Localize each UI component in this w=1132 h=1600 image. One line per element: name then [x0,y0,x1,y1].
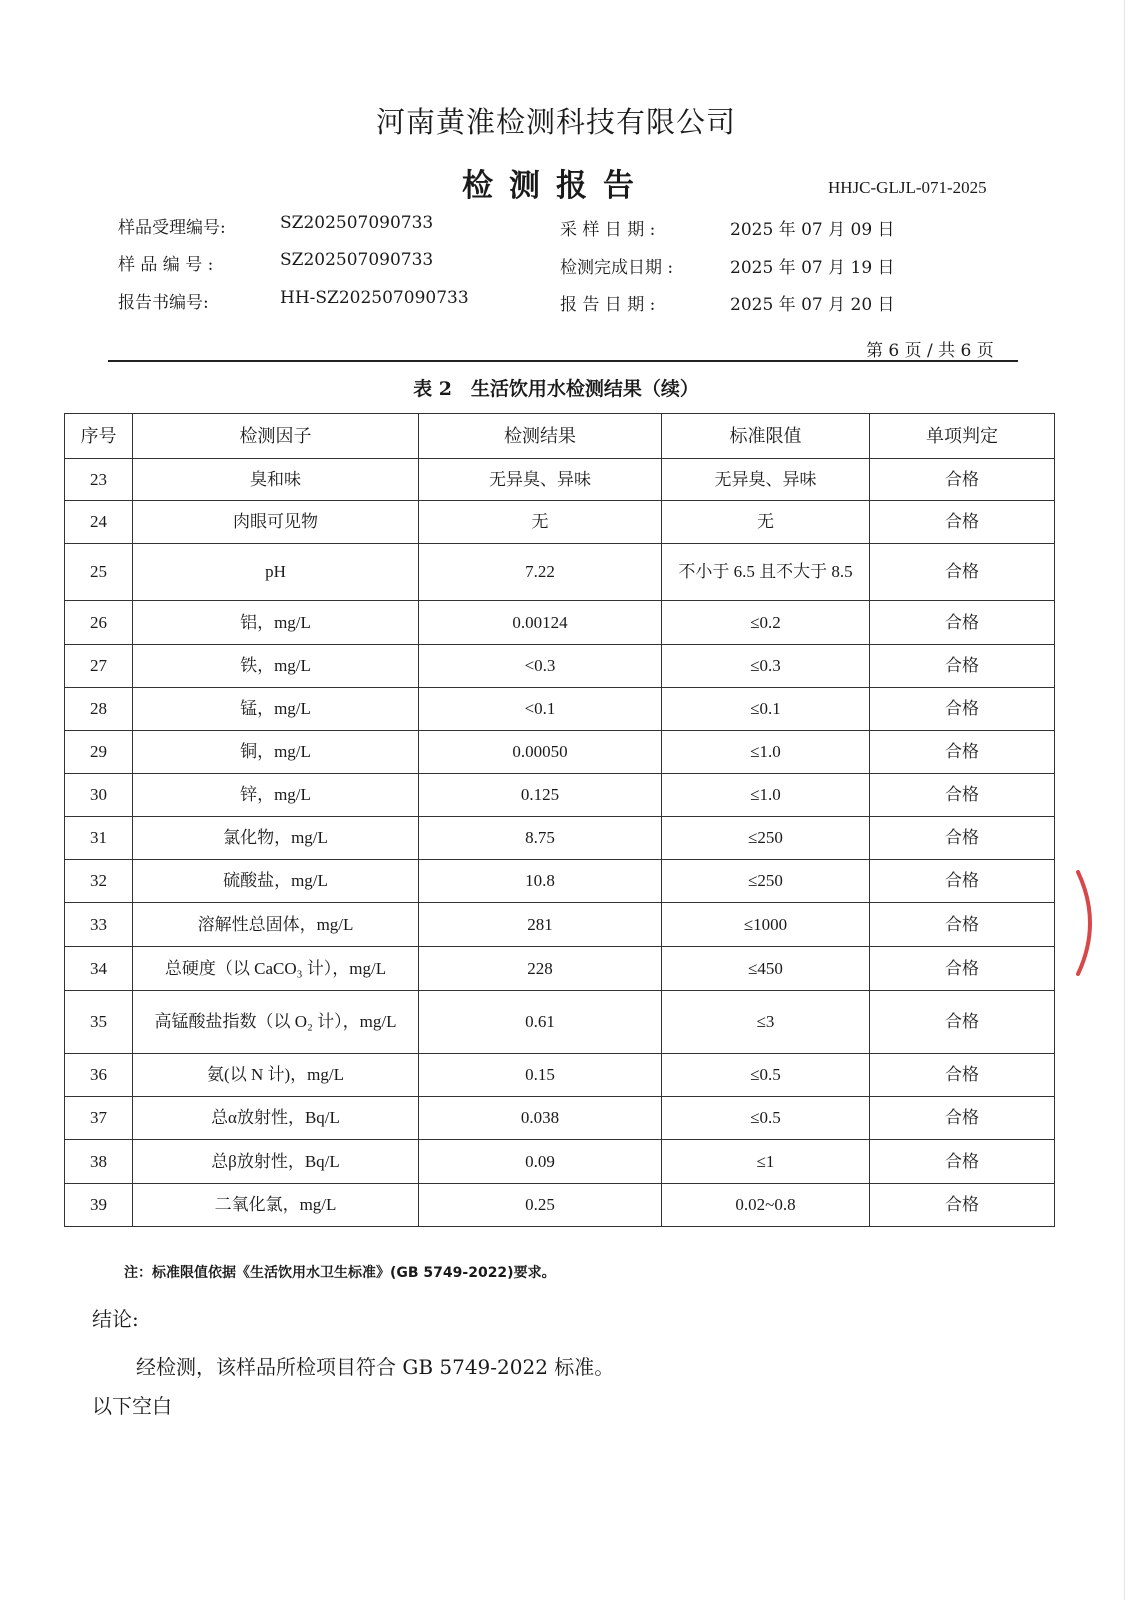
table-row [65,645,1055,688]
cell-limit: ≤0.1 [662,688,870,731]
cell-no: 24 [65,501,133,544]
header-item: 检测因子 [133,414,419,459]
cell-result: <0.1 [419,688,662,731]
table-row [65,1184,1055,1227]
report-date-label: 报 告 日 期 : [560,295,656,315]
accept-no-label: 样品受理编号: [118,218,226,238]
cell-verdict: 合格 [870,947,1055,991]
cell-result: 7.22 [419,544,662,601]
cell-limit: ≤1 [662,1140,870,1184]
cell-result: 0.00124 [419,601,662,645]
cell-limit: 0.02~0.8 [662,1184,870,1227]
report-no-label: 报告书编号: [118,293,209,313]
cell-result: 0.00050 [419,731,662,774]
cell-limit: 无 [662,501,870,544]
cell-result: 0.125 [419,774,662,817]
cell-no: 31 [65,817,133,860]
complete-date: 2025 年 07 月 19 日 [730,258,895,278]
cell-limit: 无异臭、异味 [662,459,870,501]
cell-verdict: 合格 [870,731,1055,774]
sampling-date-label: 采 样 日 期 : [560,220,656,240]
cell-item: 臭和味 [133,459,419,501]
cell-result: 0.15 [419,1054,662,1097]
cell-limit: 不小于 6.5 且不大于 8.5 [662,544,870,601]
cell-result: 0.038 [419,1097,662,1140]
cell-no: 27 [65,645,133,688]
header-verdict: 单项判定 [870,414,1055,459]
seal-stamp-fragment [1072,868,1102,978]
table-row [65,1097,1055,1140]
cell-result: 无异臭、异味 [419,459,662,501]
cell-limit: ≤1.0 [662,731,870,774]
cell-limit: ≤0.5 [662,1097,870,1140]
cell-result: 0.61 [419,991,662,1054]
table-row [65,947,1055,991]
cell-no: 26 [65,601,133,645]
cell-result: 10.8 [419,860,662,903]
header-limit: 标准限值 [662,414,870,459]
cell-limit: ≤450 [662,947,870,991]
cell-item: 高锰酸盐指数（以 O₂ 计），mg/L [133,991,419,1054]
cell-result: 8.75 [419,817,662,860]
page-edge [1124,0,1125,1600]
cell-item: 硫酸盐，mg/L [133,860,419,903]
results-table [64,413,1055,1227]
cell-verdict: 合格 [870,817,1055,860]
cell-result: 0.09 [419,1140,662,1184]
cell-verdict: 合格 [870,1054,1055,1097]
blank-below-note: 以下空白 [92,1394,172,1418]
cell-limit: ≤0.5 [662,1054,870,1097]
cell-result: 228 [419,947,662,991]
cell-no: 35 [65,991,133,1054]
cell-limit: ≤3 [662,991,870,1054]
cell-no: 28 [65,688,133,731]
cell-limit: ≤0.3 [662,645,870,688]
sample-no-label: 样 品 编 号 : [118,255,214,275]
table-row [65,991,1055,1054]
cell-verdict: 合格 [870,501,1055,544]
report-title: 检测报告 [462,168,650,204]
table-row [65,688,1055,731]
table-row [65,731,1055,774]
cell-verdict: 合格 [870,991,1055,1054]
cell-item: 总α放射性，Bq/L [133,1097,419,1140]
cell-item: 氨(以 N 计)，mg/L [133,1054,419,1097]
cell-no: 32 [65,860,133,903]
table-body [65,459,1055,1227]
table-row [65,1140,1055,1184]
cell-no: 37 [65,1097,133,1140]
cell-verdict: 合格 [870,774,1055,817]
cell-item: 铝，mg/L [133,601,419,645]
header-result: 检测结果 [419,414,662,459]
cell-no: 39 [65,1184,133,1227]
cell-item: pH [133,544,419,601]
cell-result: <0.3 [419,645,662,688]
table-row [65,860,1055,903]
cell-limit: ≤1000 [662,903,870,947]
cell-limit: ≤1.0 [662,774,870,817]
cell-verdict: 合格 [870,544,1055,601]
cell-item: 溶解性总固体，mg/L [133,903,419,947]
cell-item: 氯化物，mg/L [133,817,419,860]
cell-no: 38 [65,1140,133,1184]
cell-verdict: 合格 [870,903,1055,947]
report-date: 2025 年 07 月 20 日 [730,295,895,315]
cell-no: 29 [65,731,133,774]
table-row [65,903,1055,947]
report-no: HH-SZ202507090733 [280,288,469,308]
table-row [65,1054,1055,1097]
cell-result: 无 [419,501,662,544]
cell-no: 34 [65,947,133,991]
cell-no: 33 [65,903,133,947]
cell-verdict: 合格 [870,688,1055,731]
table-row [65,501,1055,544]
cell-item: 二氧化氯，mg/L [133,1184,419,1227]
cell-item: 肉眼可见物 [133,501,419,544]
sample-no: SZ202507090733 [280,250,434,270]
conclusion-text: 经检测，该样品所检项目符合 GB 5749-2022 标准。 [136,1355,615,1379]
cell-item: 锰，mg/L [133,688,419,731]
cell-verdict: 合格 [870,459,1055,501]
cell-limit: ≤250 [662,860,870,903]
cell-no: 36 [65,1054,133,1097]
table-caption: 表 2 生活饮用水检测结果（续） [413,378,699,400]
cell-verdict: 合格 [870,1140,1055,1184]
table-row [65,817,1055,860]
cell-no: 25 [65,544,133,601]
cell-item: 总硬度（以 CaCO₃ 计），mg/L [133,947,419,991]
cell-verdict: 合格 [870,645,1055,688]
sampling-date: 2025 年 07 月 09 日 [730,220,895,240]
company-name: 河南黄淮检测科技有限公司 [375,105,736,139]
table-row [65,544,1055,601]
table-row [65,774,1055,817]
cell-item: 锌，mg/L [133,774,419,817]
complete-date-label: 检测完成日期 : [560,258,674,278]
cell-verdict: 合格 [870,1097,1055,1140]
table-row [65,601,1055,645]
cell-item: 铁，mg/L [133,645,419,688]
header-no: 序号 [65,414,133,459]
report-code: HHJC-GLJL-071-2025 [828,178,987,197]
cell-limit: ≤250 [662,817,870,860]
cell-item: 铜，mg/L [133,731,419,774]
footnote: 注：标准限值依据《生活饮用水卫生标准》(GB 5749-2022)要求。 [124,1265,556,1281]
header-rule [108,360,1018,362]
cell-limit: ≤0.2 [662,601,870,645]
cell-verdict: 合格 [870,860,1055,903]
table-row [65,459,1055,501]
table-header-row [65,414,1055,459]
page-indicator: 第 6 页 / 共 6 页 [866,341,994,361]
cell-no: 23 [65,459,133,501]
cell-verdict: 合格 [870,601,1055,645]
accept-no: SZ202507090733 [280,213,434,233]
conclusion-heading: 结论: [92,1307,139,1331]
cell-result: 0.25 [419,1184,662,1227]
cell-item: 总β放射性，Bq/L [133,1140,419,1184]
cell-no: 30 [65,774,133,817]
cell-result: 281 [419,903,662,947]
cell-verdict: 合格 [870,1184,1055,1227]
